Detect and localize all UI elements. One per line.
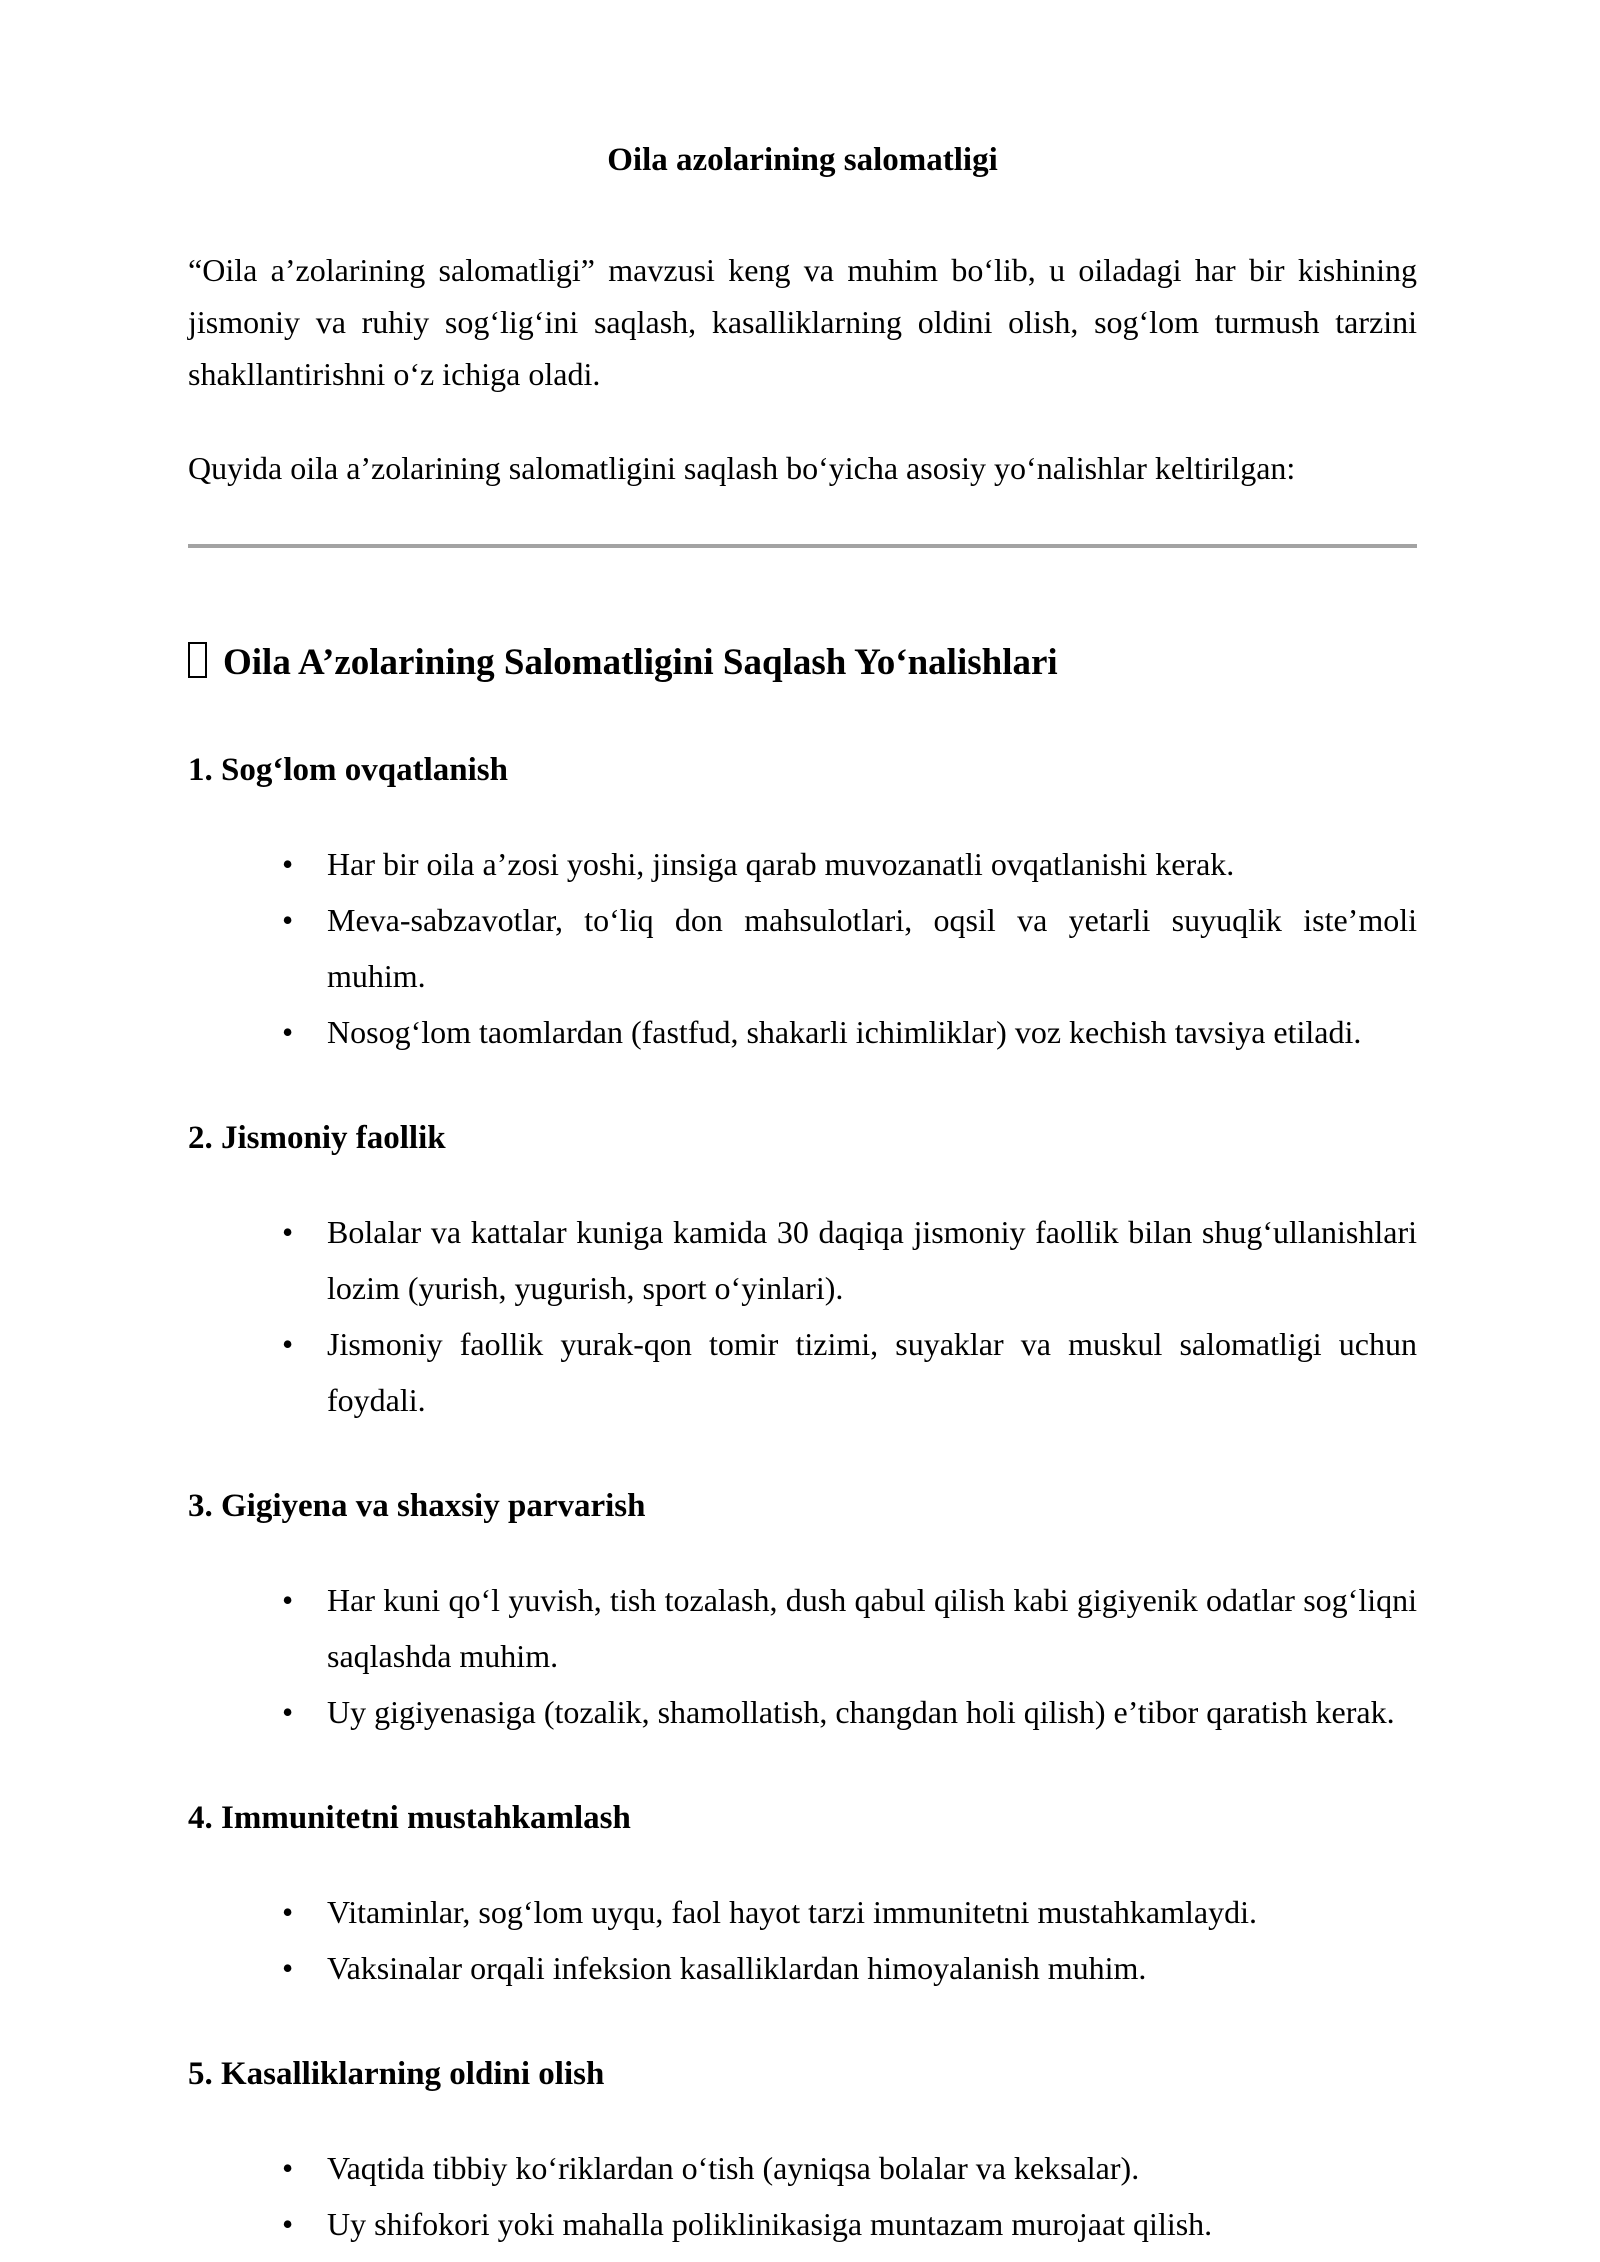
bullet-icon: • [282, 2206, 294, 2242]
list-item [282, 1572, 1417, 1684]
bullet-icon: • [282, 1014, 294, 1050]
bullet-icon: • [282, 2150, 294, 2186]
intro-paragraph: “Oila a’zolarining salomatligi” mavzusi keng va muhim bo‘lib, u oiladagi har bir kishining jismoniy va ruhiy sog‘lig‘ini saqlash, kasalliklarning oldini olish, sog‘lom turmush tarzini shakllantirishni o‘z ichiga oladi. [188, 252, 1417, 392]
list-item [282, 836, 1417, 892]
section-heading-2: 2. Jismoniy faollik [188, 1120, 446, 1156]
list-item [282, 1684, 1417, 1740]
bullet-list-1 [188, 836, 1417, 1060]
document-title: Oila azolarining salomatligi [607, 142, 998, 178]
list-item-text: Vitaminlar, sog‘lom uyqu, faol hayot tarzi immunitetni mustahkamlaydi. [327, 1894, 1257, 1930]
list-item-text: Har bir oila a’zosi yoshi, jinsiga qarab muvozanatli ovqatlanishi kerak. [327, 846, 1235, 882]
list-item-text: Har kuni qo‘l yuvish, tish tozalash, dush qabul qilish kabi gigiyenik odatlar sog‘liqni saqlashda muhim. [327, 1582, 1417, 1674]
list-item-text: Uy shifokori yoki mahalla poliklinikasiga muntazam murojaat qilish. [327, 2206, 1213, 2242]
list-item [282, 2140, 1417, 2196]
list-item-text: Vaksinalar orqali infeksion kasalliklardan himoyalanish muhim. [327, 1950, 1147, 1986]
list-item [282, 1204, 1417, 1316]
list-item-text: Bolalar va kattalar kuniga kamida 30 daqiqa jismoniy faollik bilan shug‘ullanishlari lozim (yurish, yugurish, sport o‘yinlari). [327, 1214, 1417, 1306]
list-item-text: Uy gigiyenasiga (tozalik, shamollatish, changdan holi qilish) e’tibor qaratish kerak. [327, 1694, 1395, 1730]
missing-glyph-box-icon [188, 642, 207, 678]
list-item-text: Vaqtida tibbiy ko‘riklardan o‘tish (ayniqsa bolalar va keksalar). [327, 2150, 1140, 2186]
bullet-icon: • [282, 1894, 294, 1930]
section-heading-3: 3. Gigiyena va shaxsiy parvarish [188, 1488, 646, 1524]
bullet-list-5 [188, 2140, 1417, 2252]
bullet-list-4 [188, 1884, 1417, 1996]
main-heading-text: Oila A’zolarining Salomatligini Saqlash Yo‘nalishlari [223, 642, 1058, 683]
bullet-list-2 [188, 1204, 1417, 1428]
list-item-text: Nosog‘lom taomlardan (fastfud, shakarli ichimliklar) voz kechish tavsiya etiladi. [327, 1014, 1362, 1050]
list-item [282, 892, 1417, 1004]
bullet-icon: • [282, 1582, 294, 1618]
bullet-icon: • [282, 846, 294, 882]
bullet-list-3 [188, 1572, 1417, 1740]
main-heading [188, 634, 1417, 692]
section-heading-5: 5. Kasalliklarning oldini olish [188, 2056, 605, 2092]
bullet-icon: • [282, 1694, 294, 1730]
list-item [282, 2196, 1417, 2252]
list-item-text: Jismoniy faollik yurak-qon tomir tizimi, suyaklar va muskul salomatligi uchun foydali. [327, 1326, 1417, 1418]
bullet-icon: • [282, 902, 294, 938]
list-item [282, 1004, 1417, 1060]
section-heading-4: 4. Immunitetni mustahkamlash [188, 1800, 631, 1836]
list-item [282, 1316, 1417, 1428]
bullet-icon: • [282, 1214, 294, 1250]
bullet-icon: • [282, 1950, 294, 1986]
section-heading-1: 1. Sog‘lom ovqatlanish [188, 752, 508, 788]
bullet-icon: • [282, 1326, 294, 1362]
list-item [282, 1940, 1417, 1996]
list-item [282, 1884, 1417, 1940]
lead-paragraph: Quyida oila a’zolarining salomatligini saqlash bo‘yicha asosiy yo‘nalishlar keltirilgan: [188, 450, 1296, 486]
list-item-text: Meva-sabzavotlar, to‘liq don mahsulotlari, oqsil va yetarli suyuqlik iste’moli muhim. [327, 902, 1417, 994]
section-divider [188, 544, 1417, 548]
